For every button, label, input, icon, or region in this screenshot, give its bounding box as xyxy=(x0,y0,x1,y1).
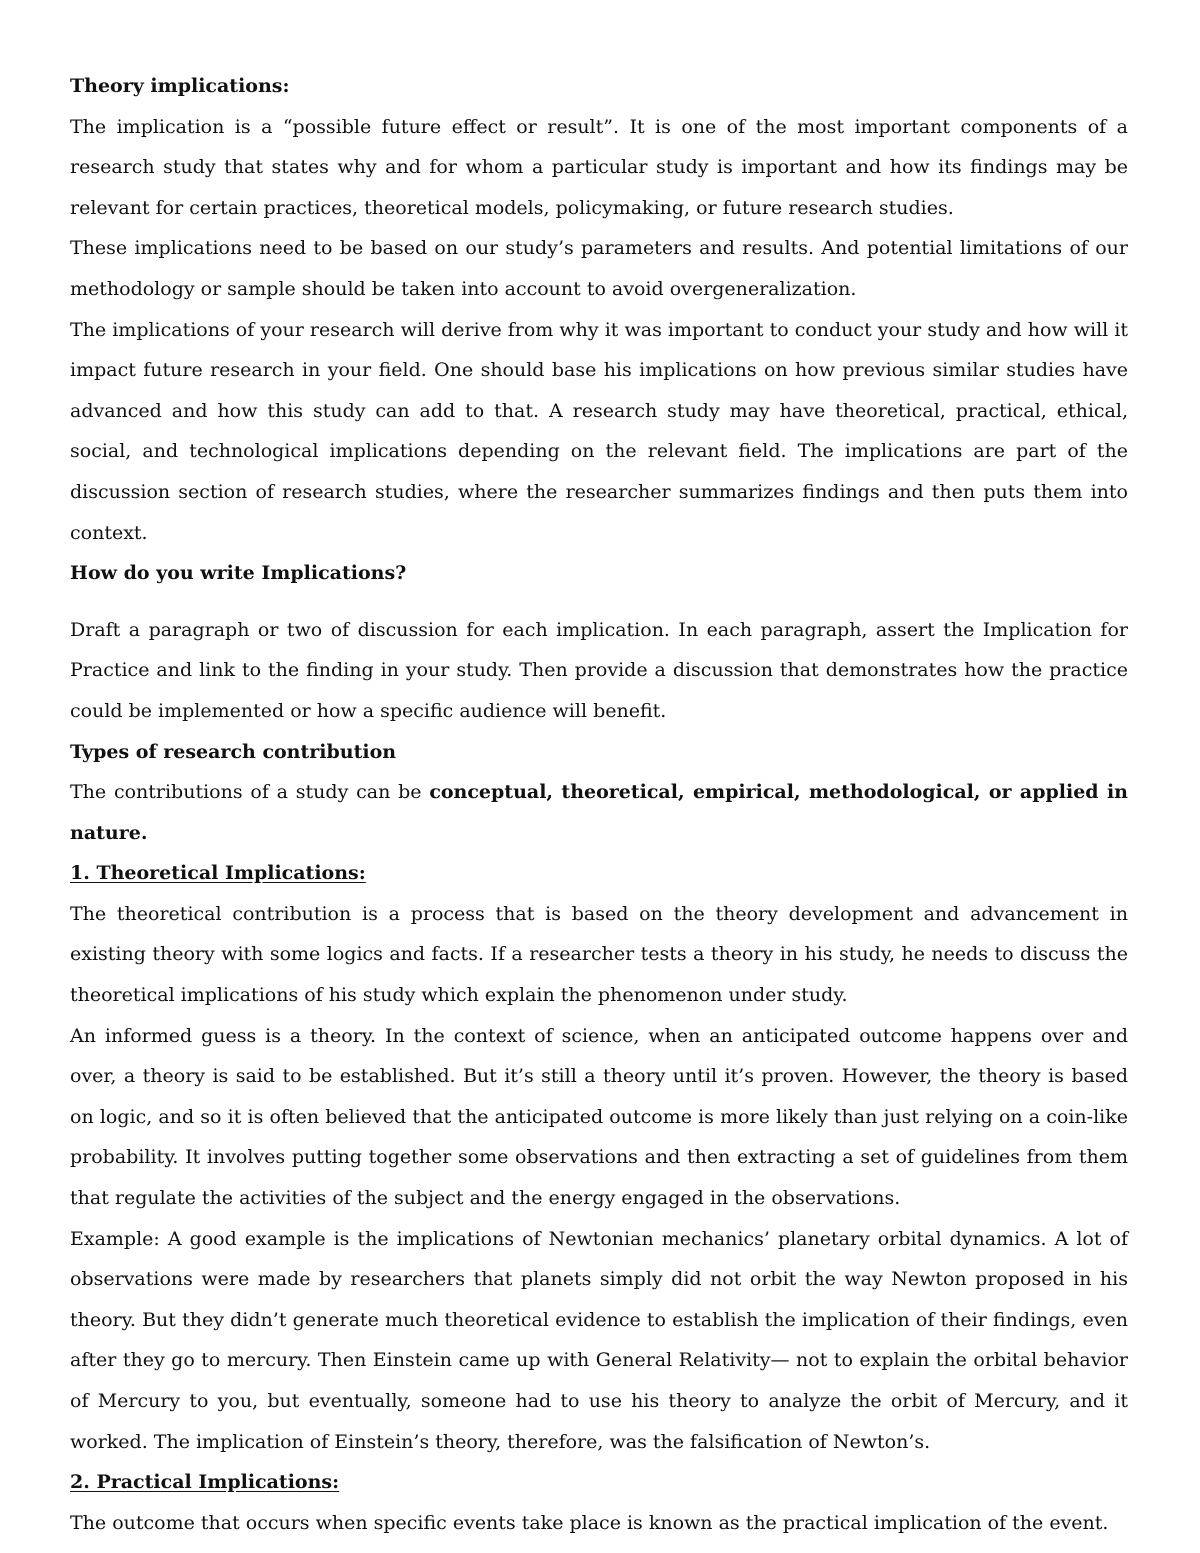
section-heading-theory-implications: Theory implications: xyxy=(70,75,290,97)
paragraph: Draft a paragraph or two of discussion for each implication. In each paragraph, assert the Implication for Practice and link to the finding in your study. Then provide a discussion that demonstrates how the practice could be implemented or how a specific audience will benefit. xyxy=(70,618,1128,722)
paragraph: The theoretical contribution is a process that is based on the theory development and advancement in existing theory with some logics and facts. If a researcher tests a theory in his study, he needs to discuss the theoretical implications of his study which explain the phenomenon under study. xyxy=(70,902,1128,1007)
paragraph: The implication is a “possible future effect or result”. It is one of the most important components of a research study that states why and for whom a particular study is important and how its findings may be relevant for certain practices, theoretical models, policymaking, or future research studies. xyxy=(70,115,1128,219)
paragraph: The outcome that occurs when specific events take place is known as the practical implication of the event. xyxy=(70,1511,1109,1534)
section-heading-theoretical-implications: 1. Theoretical Implications: xyxy=(70,862,366,885)
contribution-intro xyxy=(70,772,1128,853)
section-heading-types-of-contribution: Types of research contribution xyxy=(70,740,397,763)
section-heading-how-to-write: How do you write Implications? xyxy=(70,562,407,585)
section-heading-practical-implications: 2. Practical Implications: xyxy=(70,1471,340,1494)
paragraph: The implications of your research will derive from why it was important to conduct your study and how will it impact future research in your field. One should base his implications on how previous similar studies have advanced and how this study can add to that. A research study may have theoretical, practical, ethical, social, and technological implications depending on the relevant field. The implications are part of the discussion section of research studies, where the researcher summarizes findings and then puts them into context. xyxy=(70,318,1128,544)
paragraph: Example: A good example is the implications of Newtonian mechanics’ planetary orbital dynamics. A lot of observations were made by researchers that planets simply did not orbit the way Newton proposed in his theory. But they didn’t generate much theoretical evidence to establish the implication of their findings, even after they go to mercury. Then Einstein came up with General Relativity— not to explain the orbital behavior of Mercury to you, but eventually, someone had to use his theory to analyze the orbit of Mercury, and it worked. The implication of Einstein’s theory, therefore, was the falsification of Newton’s. xyxy=(70,1227,1128,1453)
paragraph: An informed guess is a theory. In the context of science, when an anticipated outcome happens over and over, a theory is said to be established. But it’s still a theory until it’s proven. However, the theory is based on logic, and so it is often believed that the anticipated outcome is more likely than just relying on a coin-like probability. It involves putting together some observations and then extracting a set of guidelines from them that regulate the activities of the subject and the energy engaged in the observations. xyxy=(70,1024,1128,1210)
contribution-types-bold: conceptual, theoretical, empirical, methodological, or applied in nature. xyxy=(70,781,1128,844)
paragraph: These implications need to be based on our study’s parameters and results. And potential limitations of our methodology or sample should be taken into account to avoid overgeneralization. xyxy=(70,237,1128,300)
contribution-intro-text: The contributions of a study can be xyxy=(70,781,430,804)
document-page xyxy=(70,66,1128,1543)
